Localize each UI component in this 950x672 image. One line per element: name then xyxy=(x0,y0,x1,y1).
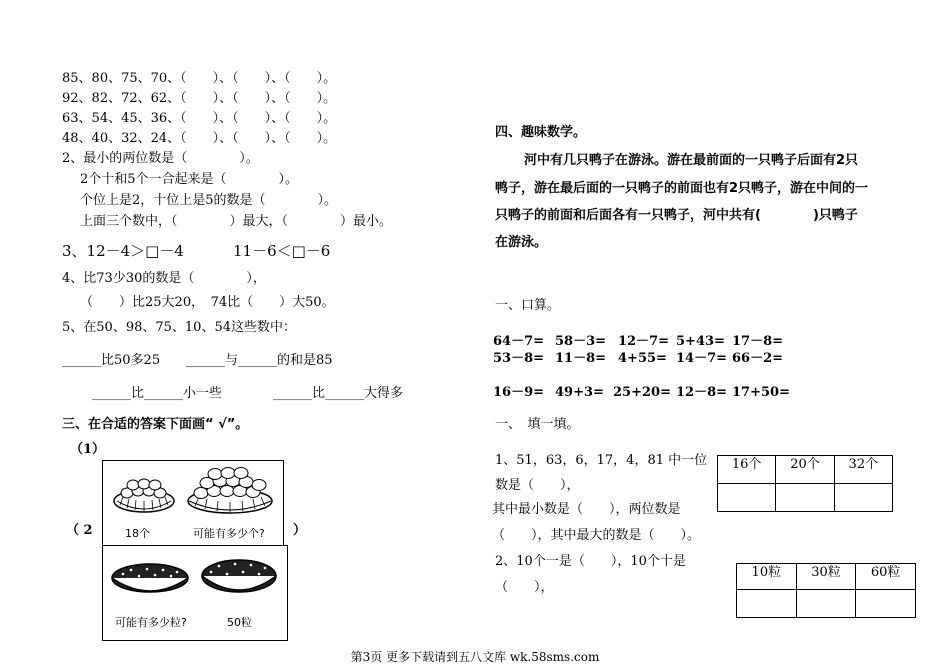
table-header-cell: 20个 xyxy=(776,456,834,484)
section-4-line-2: 鸭子，游在最后面的一只鸭子的前面也有2只鸭子，游在中间的一 xyxy=(495,181,869,196)
answer-cell[interactable] xyxy=(856,590,916,618)
q3-right: 11－6＜□－6 xyxy=(233,242,331,260)
eggs-count-label: 18个 xyxy=(125,527,150,540)
oral-title: 一、口算。 xyxy=(495,298,561,313)
beans-picture xyxy=(102,545,288,641)
table-header-cell: 32个 xyxy=(834,456,892,484)
table-header-cell: 10粒 xyxy=(737,564,797,590)
oral-item: 16－9= xyxy=(493,385,545,400)
bean-bowl-left-icon xyxy=(109,560,191,600)
q2-line-2: 2个十和5个一合起来是（ ）。 xyxy=(80,172,299,187)
oral-item: 11－8= xyxy=(555,351,607,366)
q5-intro: 5、在50、98、75、10、54这些数中： xyxy=(62,320,296,335)
oral-item: 64－7= xyxy=(493,334,545,349)
section-3-part-2: （ 2 xyxy=(66,523,93,538)
oral-item: 4+55= xyxy=(618,351,667,366)
q5-line-1b: ______与______的和是85 xyxy=(186,353,333,368)
count-table-grains xyxy=(736,563,916,618)
q3-left: 3、12－4＞□－4 xyxy=(62,242,184,260)
eggs-picture xyxy=(102,460,284,546)
section-4-line-4: 在游泳。 xyxy=(495,235,548,250)
table-header-cell: 30粒 xyxy=(796,564,856,590)
sequence-row-1: 85、80、75、70、（ ）、（ ）、（ ）。 xyxy=(62,71,337,86)
egg-basket-large-icon xyxy=(185,465,275,515)
oral-item: 25+20= xyxy=(613,385,671,400)
oral-item: 5+43= xyxy=(676,334,725,349)
egg-basket-small-icon xyxy=(111,471,177,513)
bean-bowl-right-icon xyxy=(199,556,279,600)
sequence-row-3: 63、54、45、36、（ ）、（ ）、（ ）。 xyxy=(62,111,337,126)
sequence-row-2: 92、82、72、62、（ ）、（ ）、（ ）。 xyxy=(62,91,337,106)
answer-cell[interactable] xyxy=(737,590,797,618)
count-table-pieces xyxy=(717,455,893,512)
fill-line-5: 2、10个一是（ ），10个十是 xyxy=(495,554,686,569)
oral-item: 12－8= xyxy=(676,385,728,400)
q2-line-4: 上面三个数中，（ ）最大，（ ）最小。 xyxy=(80,214,393,229)
q2-line-1: 2、最小的两位数是（ ）。 xyxy=(62,151,259,166)
section-4-line-3: 只鸭子的前面和后面各有一只鸭子，河中共有( )只鸭子 xyxy=(495,208,858,223)
oral-item: 14－7= xyxy=(676,351,728,366)
oral-item: 17－8= xyxy=(732,334,784,349)
answer-cell[interactable] xyxy=(718,484,776,512)
oral-item: 12－7= xyxy=(618,334,670,349)
section-4-title: 四、趣味数学。 xyxy=(495,125,587,140)
fill-line-1: 1、51，63，6，17，4，81 中一位 xyxy=(495,453,708,468)
q4-line-1: 4、比73少30的数是（ ）， xyxy=(62,271,266,286)
fill-title: 一、 填一填。 xyxy=(495,417,580,432)
beans-count-label: 50粒 xyxy=(227,616,252,629)
answer-cell[interactable] xyxy=(834,484,892,512)
section-3-title: 三、在合适的答案下面画“ √”。 xyxy=(62,417,249,432)
oral-item: 53－8= xyxy=(493,351,545,366)
section-3-part-1: （1） xyxy=(70,442,106,457)
answer-cell[interactable] xyxy=(776,484,834,512)
q2-line-3: 个位上是2，十位上是5的数是（ ）。 xyxy=(80,193,338,208)
oral-item: 58－3= xyxy=(555,334,607,349)
section-4-line-1: 河中有几只鸭子在游泳。游在最前面的一只鸭子后面有2只 xyxy=(524,153,859,168)
q5-line-2b: ______比______大得多 xyxy=(273,386,404,401)
answer-cell[interactable] xyxy=(796,590,856,618)
fill-line-3: 其中最小数是（ ），两位数是 xyxy=(492,502,681,517)
oral-item: 66－2= xyxy=(732,351,784,366)
table-header-cell: 60粒 xyxy=(856,564,916,590)
fill-line-6: （ ）， xyxy=(495,580,554,595)
eggs-question-label: 可能有多少个? xyxy=(193,527,265,540)
q5-line-2a: ______比______小一些 xyxy=(92,386,223,401)
fill-line-2: 数是（ ）， xyxy=(495,478,580,493)
q4-line-2: （ ）比25大20， 74比（ ）大50。 xyxy=(80,295,335,310)
q5-line-1a: ______比50多25 xyxy=(62,353,161,368)
section-3-part-2-close: ） xyxy=(293,523,307,538)
oral-item: 17+50= xyxy=(732,385,790,400)
sequence-row-4: 48、40、32、24、（ ）、（ ）、（ ）。 xyxy=(62,131,337,146)
page-footer: 第3页 更多下载请到五八文库 wk.58sms.com xyxy=(350,650,600,664)
fill-line-4: （ ），其中最大的数是（ ）。 xyxy=(492,528,701,543)
beans-question-label: 可能有多少粒? xyxy=(115,616,187,629)
table-header-cell: 16个 xyxy=(718,456,776,484)
oral-item: 49+3= xyxy=(555,385,604,400)
